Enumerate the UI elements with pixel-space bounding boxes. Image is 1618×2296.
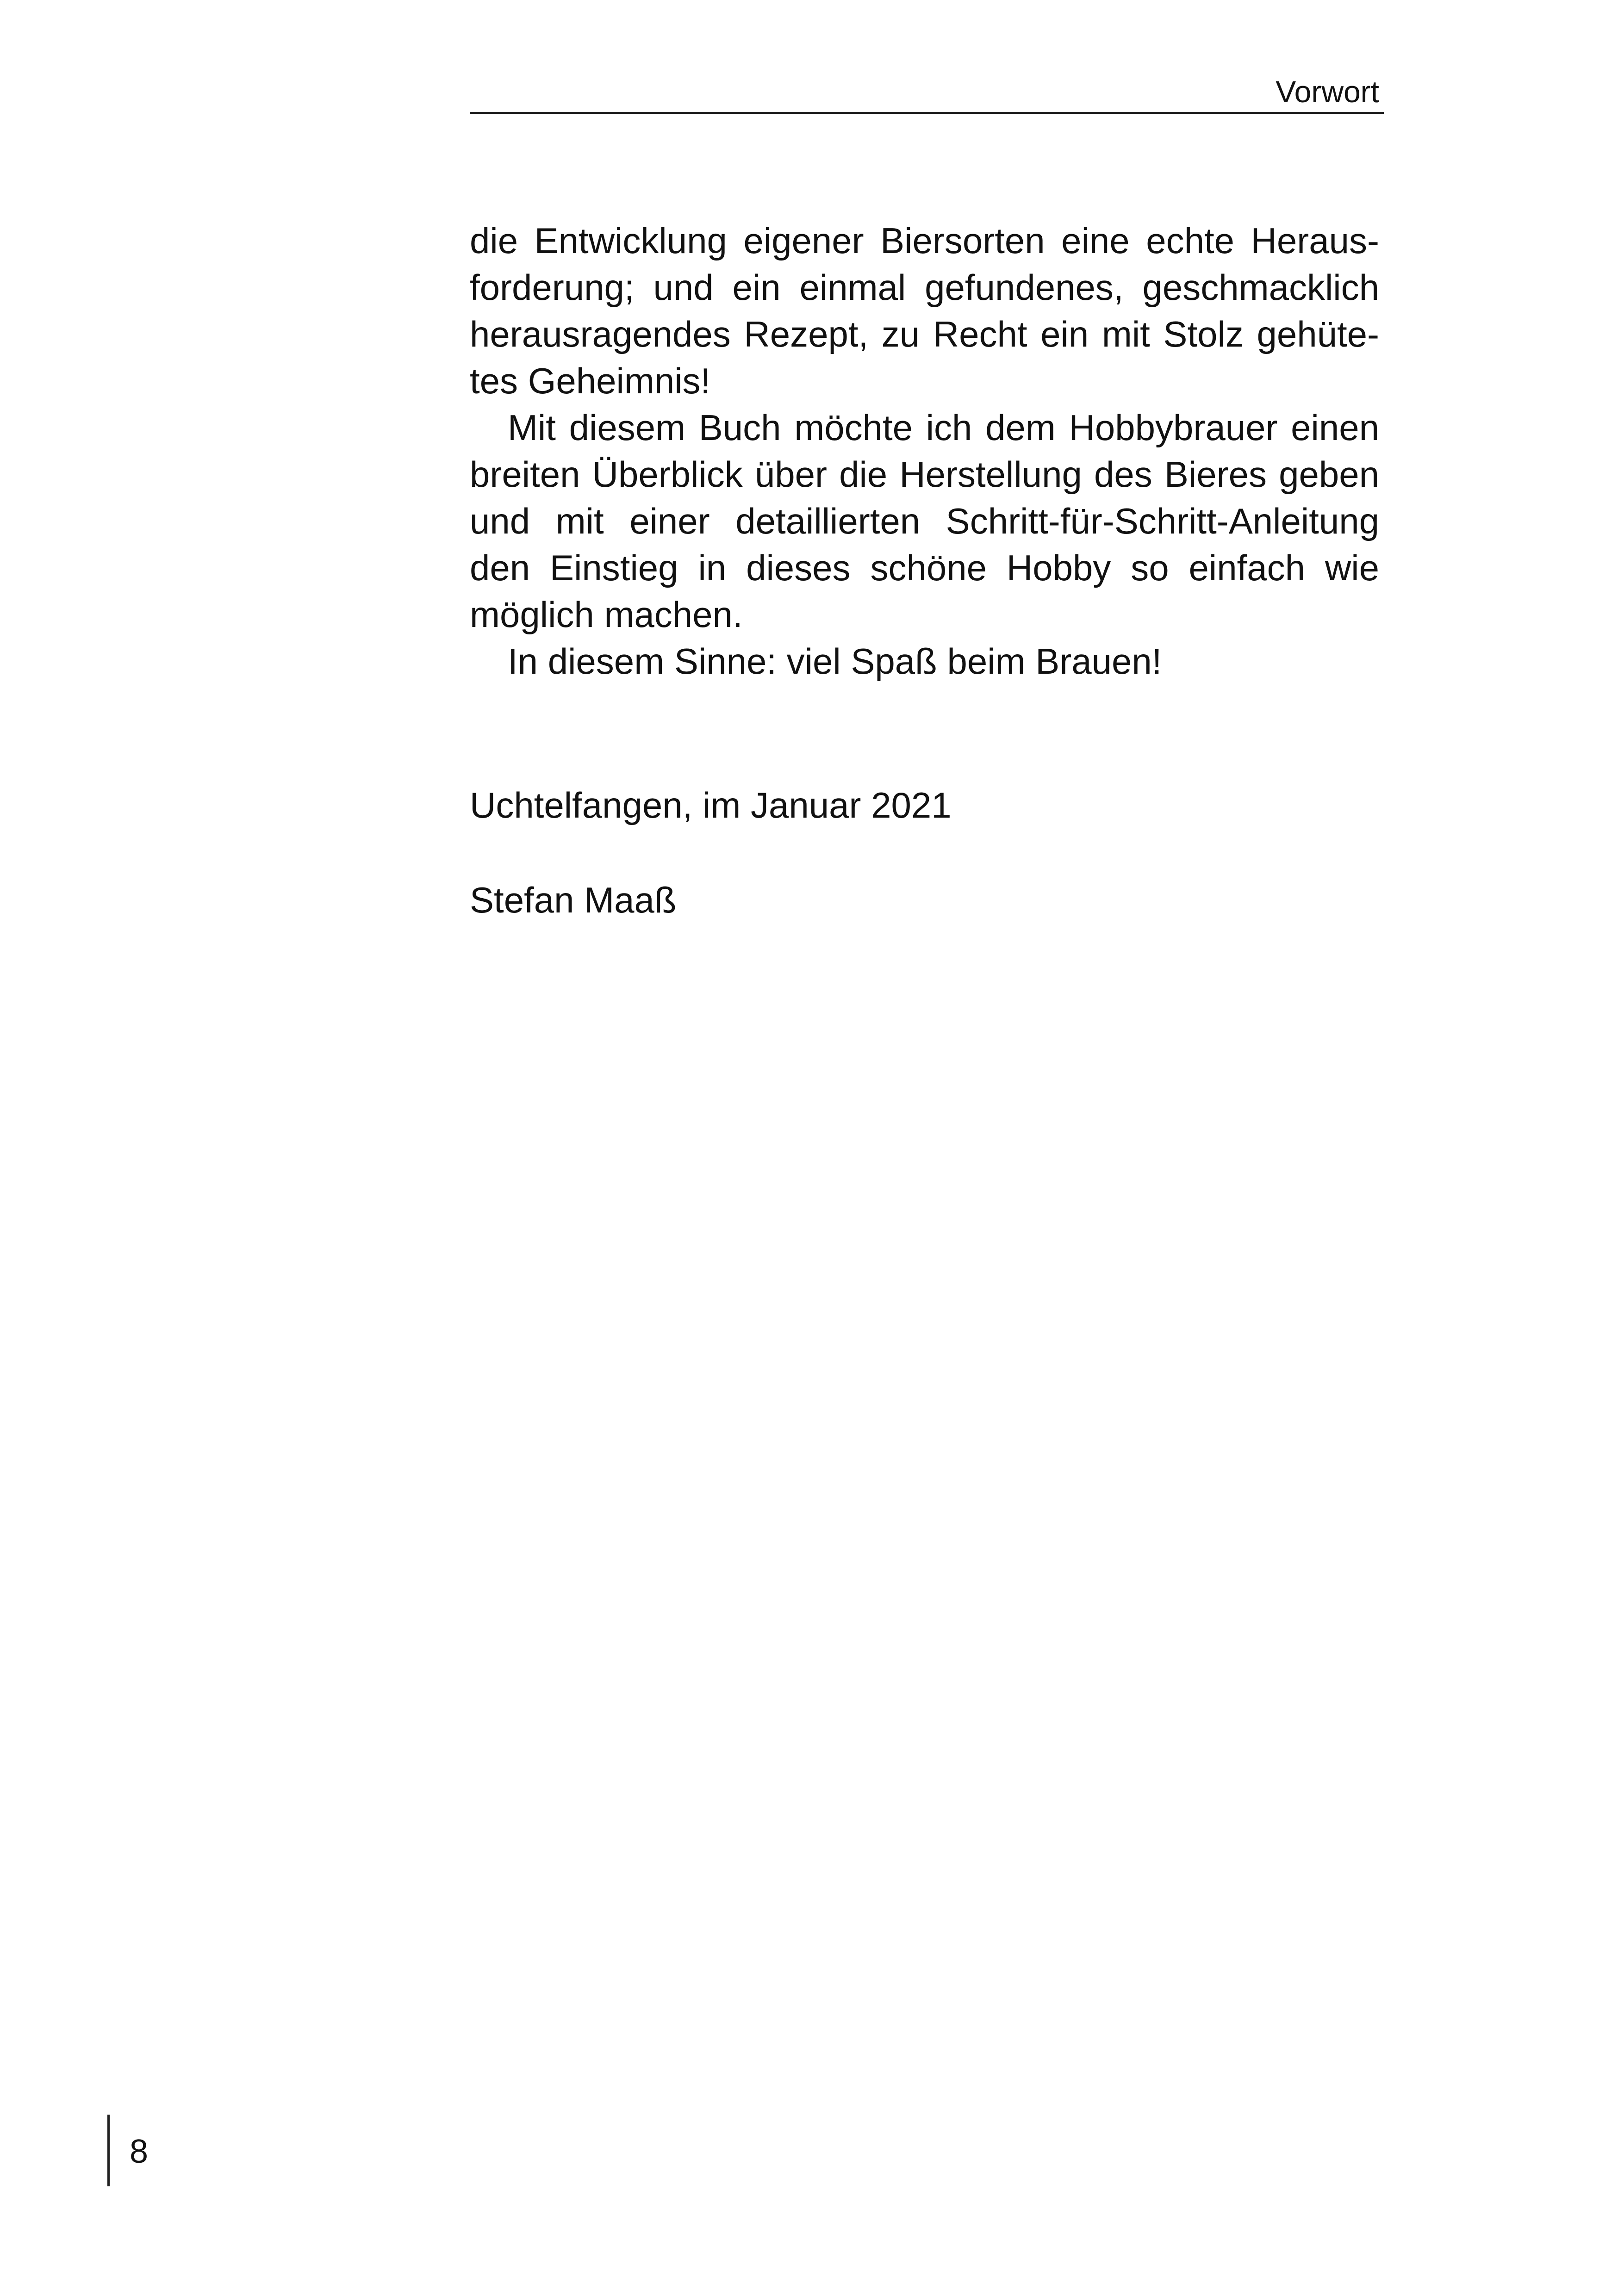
page-number: 8 [130,2133,149,2170]
place-date-line: Uchtelfangen, im Januar 2021 [470,785,952,825]
paragraph-purpose: Mit diesem Buch möchte ich dem Hobbybrauer einen breiten Überblick über die Herstellung des Bieres geben und mit einer detaillierten Schritt-für-Schritt-Anleitung den Einstieg in dieses schöne Hobby so einfach wie möglich machen. [470,407,1379,635]
paragraph-closing-wish: In diesem Sinne: viel Spaß beim Brauen! [508,641,1162,682]
running-header [470,69,1384,114]
author-signature: Stefan Maaß [470,880,677,920]
paragraph-continued: die Entwicklung eigener Biersorten eine echte Herausforderung; und ein einmal gefundenes, geschmacklich herausragendes Rezept, zu Recht ein mit Stolz gehütetes Geheimnis! [470,220,1379,401]
running-header-title: Vorwort [1276,74,1379,109]
folio-rule [107,2115,110,2186]
body-text [470,217,1379,685]
